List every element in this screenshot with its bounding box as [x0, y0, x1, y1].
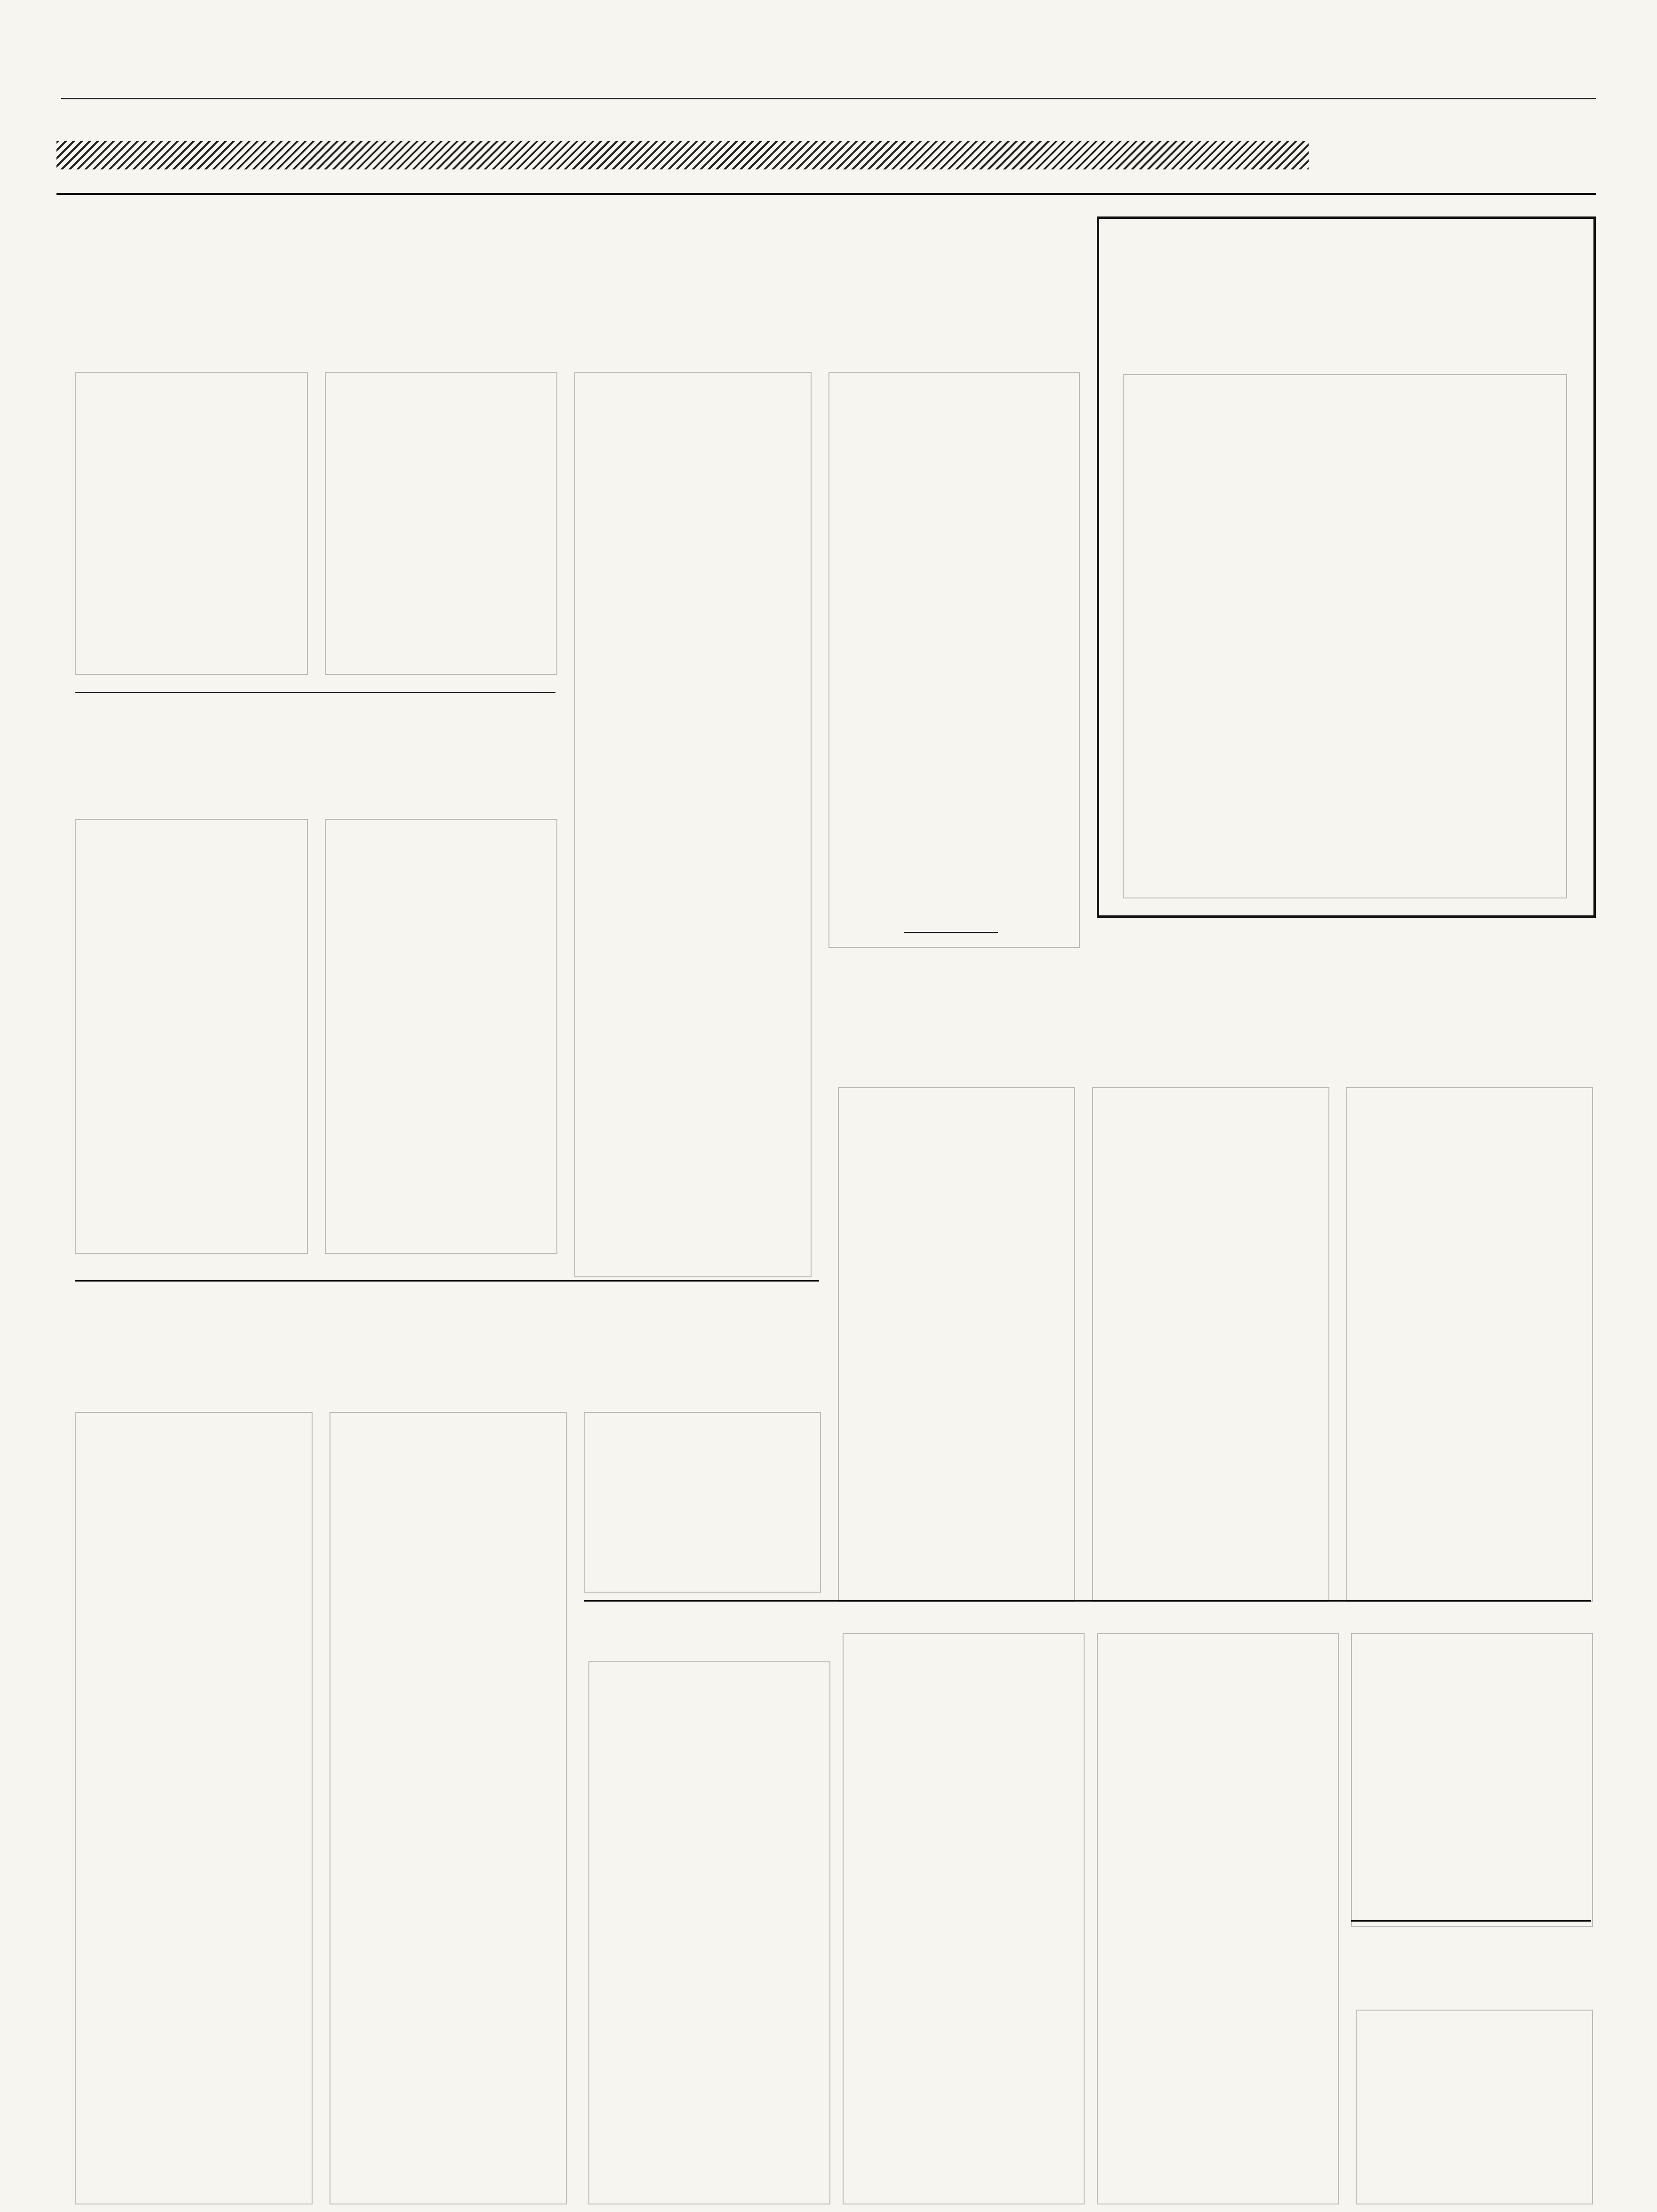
article-policia-box — [1097, 216, 1596, 918]
article-boicote-headline — [75, 216, 1064, 367]
article-arias-column-3 — [584, 1412, 821, 1593]
article-boicote-column-3 — [574, 372, 812, 1277]
article-arias-column-2 — [330, 1412, 567, 2204]
article-arias-headline — [75, 1290, 819, 1403]
article-boicote-column-4 — [828, 372, 1080, 948]
section-hatch-band — [56, 141, 1309, 169]
page-header — [61, 71, 1596, 99]
header-rule — [61, 98, 1596, 99]
divider — [584, 1600, 1591, 1602]
article-tap-column-1 — [75, 819, 308, 1254]
section-rule — [56, 193, 1596, 195]
article-boicote-column-1 — [75, 372, 308, 675]
article-tortura-column-3 — [1346, 1087, 1593, 1602]
article-cruzada-headline — [1356, 1930, 1591, 2010]
caleidoscopio-column-4 — [1351, 1633, 1593, 1927]
article-tap-headline — [75, 706, 555, 814]
divider — [75, 692, 555, 693]
article-cruzada-body — [1356, 2010, 1593, 2204]
article-tortura-column-2 — [1092, 1087, 1329, 1602]
article-tortura-headline — [838, 960, 1591, 1078]
caleidoscopio-column-1 — [588, 1661, 830, 2204]
article-tortura-column-1 — [838, 1087, 1075, 1602]
caleidoscopio-column-3 — [1097, 1633, 1339, 2204]
article-policia-body — [1123, 374, 1567, 898]
article-tap-column-2 — [325, 819, 557, 1254]
article-boicote-column-2 — [325, 372, 557, 675]
divider — [1351, 1920, 1591, 1922]
divider — [75, 1280, 819, 1282]
article-arias-column-1 — [75, 1412, 313, 2204]
caleidoscopio-column-2 — [843, 1633, 1085, 2204]
divider — [904, 932, 998, 933]
